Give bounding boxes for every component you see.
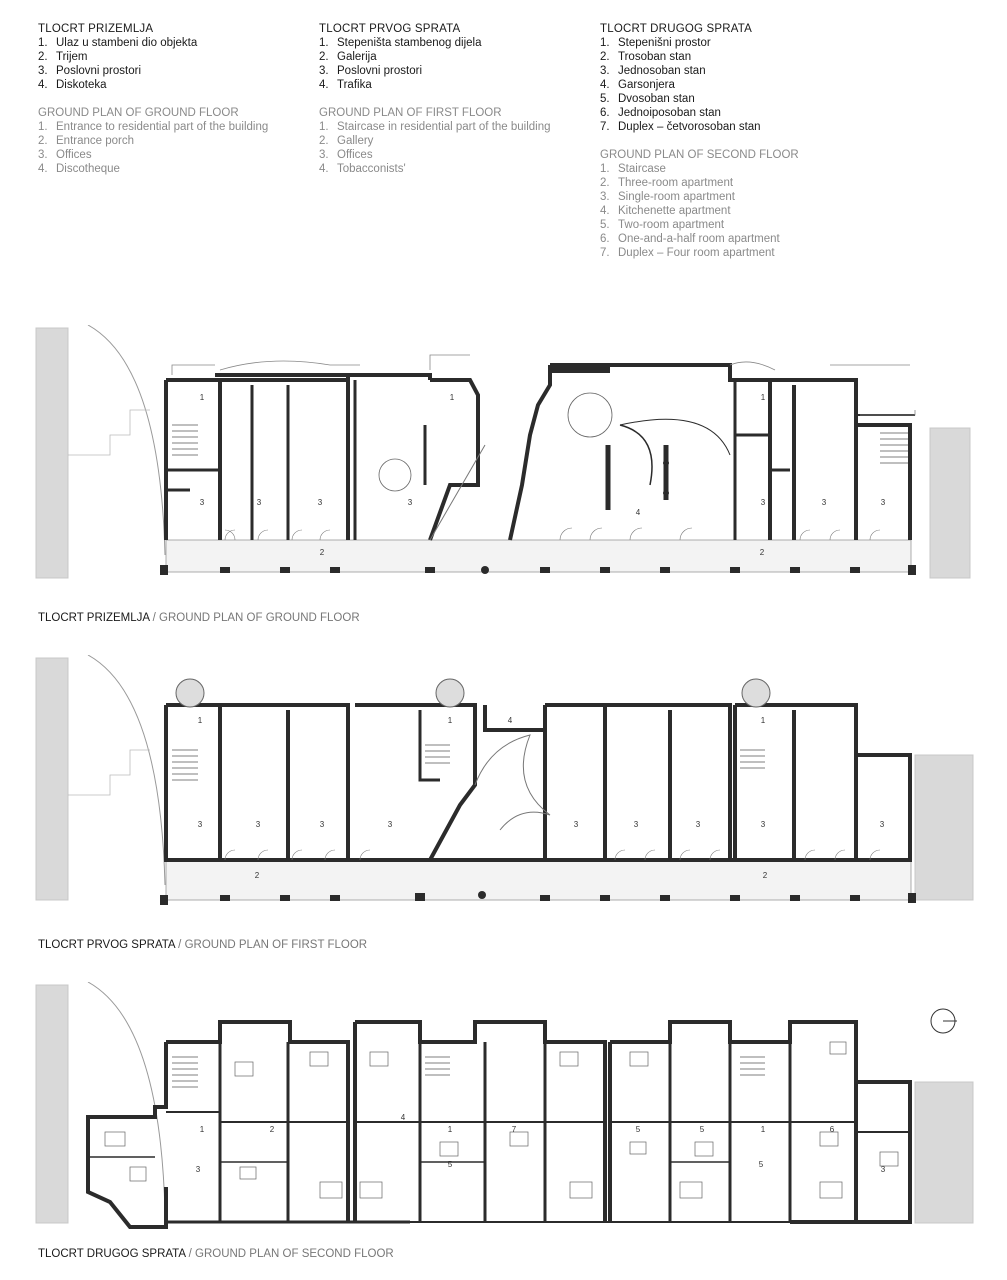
room-label: 4	[400, 1113, 406, 1122]
ground-floor-plan	[30, 325, 980, 590]
legend-title: TLOCRT PRVOG SPRATA	[319, 23, 461, 35]
room-label: 7	[511, 1125, 517, 1134]
staircase-right	[880, 433, 908, 463]
legend-list-en	[600, 162, 799, 260]
outer-wall-left	[88, 1042, 166, 1227]
room-label: 1	[447, 1125, 453, 1134]
room-label: 3	[199, 498, 205, 507]
room-label: 3	[760, 820, 766, 829]
room-label: 1	[199, 393, 205, 402]
room-label: 3	[573, 820, 579, 829]
legend-title-en: GROUND PLAN OF GROUND FLOOR	[38, 107, 239, 119]
room-label: 4	[635, 508, 641, 517]
legend-item-en: 4. Kitchenette apartment	[600, 205, 731, 217]
legend-item: 1. Stepeništa stambenog dijela	[319, 37, 482, 49]
second-floor-plan	[30, 982, 980, 1242]
room-label: 3	[319, 820, 325, 829]
room-label: 1	[447, 716, 453, 725]
room-label: 1	[760, 716, 766, 725]
legend-first-floor	[319, 22, 551, 176]
room-label: 4	[507, 716, 513, 725]
legend-title-en: GROUND PLAN OF SECOND FLOOR	[600, 149, 799, 161]
legend-item: 3. Poslovni prostori	[38, 65, 142, 77]
neighbor-building-left	[36, 658, 68, 900]
legend-item: 2. Trosoban stan	[600, 51, 692, 63]
room-label: 3	[633, 820, 639, 829]
legend-list	[600, 36, 799, 134]
first-floor-plan	[30, 655, 980, 915]
legend-item: 3. Poslovni prostori	[319, 65, 423, 77]
legend-item: 5. Dvosoban stan	[600, 93, 695, 105]
legend-item-en: 2. Three-room apartment	[600, 177, 734, 189]
legend-item-en: 2. Entrance porch	[38, 135, 134, 147]
legend-item-en: 4. Discotheque	[38, 163, 120, 175]
staircase-left	[172, 750, 198, 780]
room-label: 2	[759, 548, 765, 557]
room-label: 3	[879, 820, 885, 829]
legend-item: 1. Ulaz u stambeni dio objekta	[38, 37, 198, 49]
room-label: 3	[821, 498, 827, 507]
wall-stair-block	[430, 380, 478, 540]
room-label: 3	[880, 498, 886, 507]
room-label: 1	[760, 393, 766, 402]
legend-item-en: 1. Staircase in residential part of the building	[319, 121, 551, 133]
room-label: 3	[880, 1165, 886, 1174]
legend-list	[319, 36, 551, 92]
room-label: 3	[387, 820, 393, 829]
room-label: 3	[195, 1165, 201, 1174]
caption-ground-floor: TLOCRT PRIZEMLJA / GROUND PLAN OF GROUND FLOOR	[38, 612, 360, 624]
first-floor-drawing	[30, 655, 980, 915]
legend-item-en: 7. Duplex – Four room apartment	[600, 247, 775, 259]
legend-title-en: GROUND PLAN OF FIRST FLOOR	[319, 107, 502, 119]
ground-floor-drawing	[30, 325, 980, 590]
caption-first-floor: TLOCRT PRVOG SPRATA / GROUND PLAN OF FIRST FLOOR	[38, 939, 368, 951]
legend-item-en: 3. Offices	[319, 149, 373, 161]
gallery	[166, 860, 911, 900]
neighbor-building-right	[915, 755, 973, 900]
staircase-left	[172, 425, 198, 455]
room-label: 5	[758, 1160, 764, 1169]
staircase-right	[740, 750, 765, 768]
room-label: 3	[317, 498, 323, 507]
legend-item-en: 1. Entrance to residential part of the building	[38, 121, 269, 133]
caption-second-floor: TLOCRT DRUGOG SPRATA / GROUND PLAN OF SECOND FLOOR	[38, 1248, 394, 1260]
skylight	[742, 679, 770, 707]
room-label: 5	[699, 1125, 705, 1134]
wall-block-left	[166, 375, 430, 540]
site-boundary-arc	[88, 325, 165, 555]
legend-title: TLOCRT DRUGOG SPRATA	[600, 23, 753, 35]
legend-list	[38, 36, 268, 92]
gallery-stair	[475, 735, 550, 830]
legend-item-en: 2. Gallery	[319, 135, 374, 147]
legend-item: 1. Stepenišni prostor	[600, 37, 711, 49]
neighbor-building-left	[36, 328, 68, 578]
door-swings	[225, 528, 880, 540]
legend-item: 2. Trijem	[38, 51, 88, 63]
legend-second-floor	[600, 22, 799, 260]
legend-item-en: 1. Staircase	[600, 163, 666, 175]
room-label: 1	[199, 1125, 205, 1134]
room-label: 3	[197, 820, 203, 829]
room-label: 2	[254, 871, 260, 880]
skylight	[176, 679, 204, 707]
wall-block-right	[770, 380, 910, 540]
legend-item-en: 4. Tobacconists'	[319, 163, 406, 175]
legend-item-en: 3. Single-room apartment	[600, 191, 735, 203]
neighbor-building-right	[915, 1082, 973, 1223]
room-label: 3	[760, 498, 766, 507]
room-label: 3	[256, 498, 262, 507]
legend-item-en: 3. Offices	[38, 149, 92, 161]
room-label: 5	[447, 1160, 453, 1169]
room-label: 3	[407, 498, 413, 507]
room-label: 2	[269, 1125, 275, 1134]
room-label: 6	[829, 1125, 835, 1134]
room-label: 1	[197, 716, 203, 725]
spiral-stair	[568, 393, 612, 437]
legend-item-en: 5. Two-room apartment	[600, 219, 725, 231]
legend-list-en	[38, 120, 268, 176]
legend-item: 4. Garsonjera	[600, 79, 675, 91]
furniture	[105, 1042, 898, 1198]
site-steps	[68, 410, 150, 455]
legend-title: TLOCRT PRIZEMLJA	[38, 23, 154, 35]
north-arrow-icon	[928, 1006, 958, 1036]
spiral-stair	[379, 459, 411, 491]
room-label: 1	[449, 393, 455, 402]
skylight	[436, 679, 464, 707]
legend-item: 4. Trafika	[319, 79, 372, 91]
room-label: 1	[760, 1125, 766, 1134]
room-label: 2	[319, 548, 325, 557]
legend-list-en	[319, 120, 551, 176]
legend-item: 3. Jednosoban stan	[600, 65, 706, 77]
legend-item: 2. Galerija	[319, 51, 377, 63]
wall-disco-curve	[510, 365, 550, 540]
neighbor-building-left	[36, 985, 68, 1223]
room-label: 2	[762, 871, 768, 880]
legend-item: 7. Duplex – četvorosoban stan	[600, 121, 761, 133]
room-label: 3	[695, 820, 701, 829]
legend-ground-floor	[38, 22, 268, 176]
second-floor-drawing	[30, 982, 980, 1242]
staircase-middle	[425, 745, 450, 763]
legend-item: 6. Jednoiposoban stan	[600, 107, 721, 119]
legend-item: 4. Diskoteka	[38, 79, 107, 91]
room-label: 3	[255, 820, 261, 829]
staircase	[172, 1057, 765, 1087]
room-label: 5	[635, 1125, 641, 1134]
neighbor-building-right	[930, 428, 970, 578]
legend-item-en: 6. One-and-a-half room apartment	[600, 233, 780, 245]
